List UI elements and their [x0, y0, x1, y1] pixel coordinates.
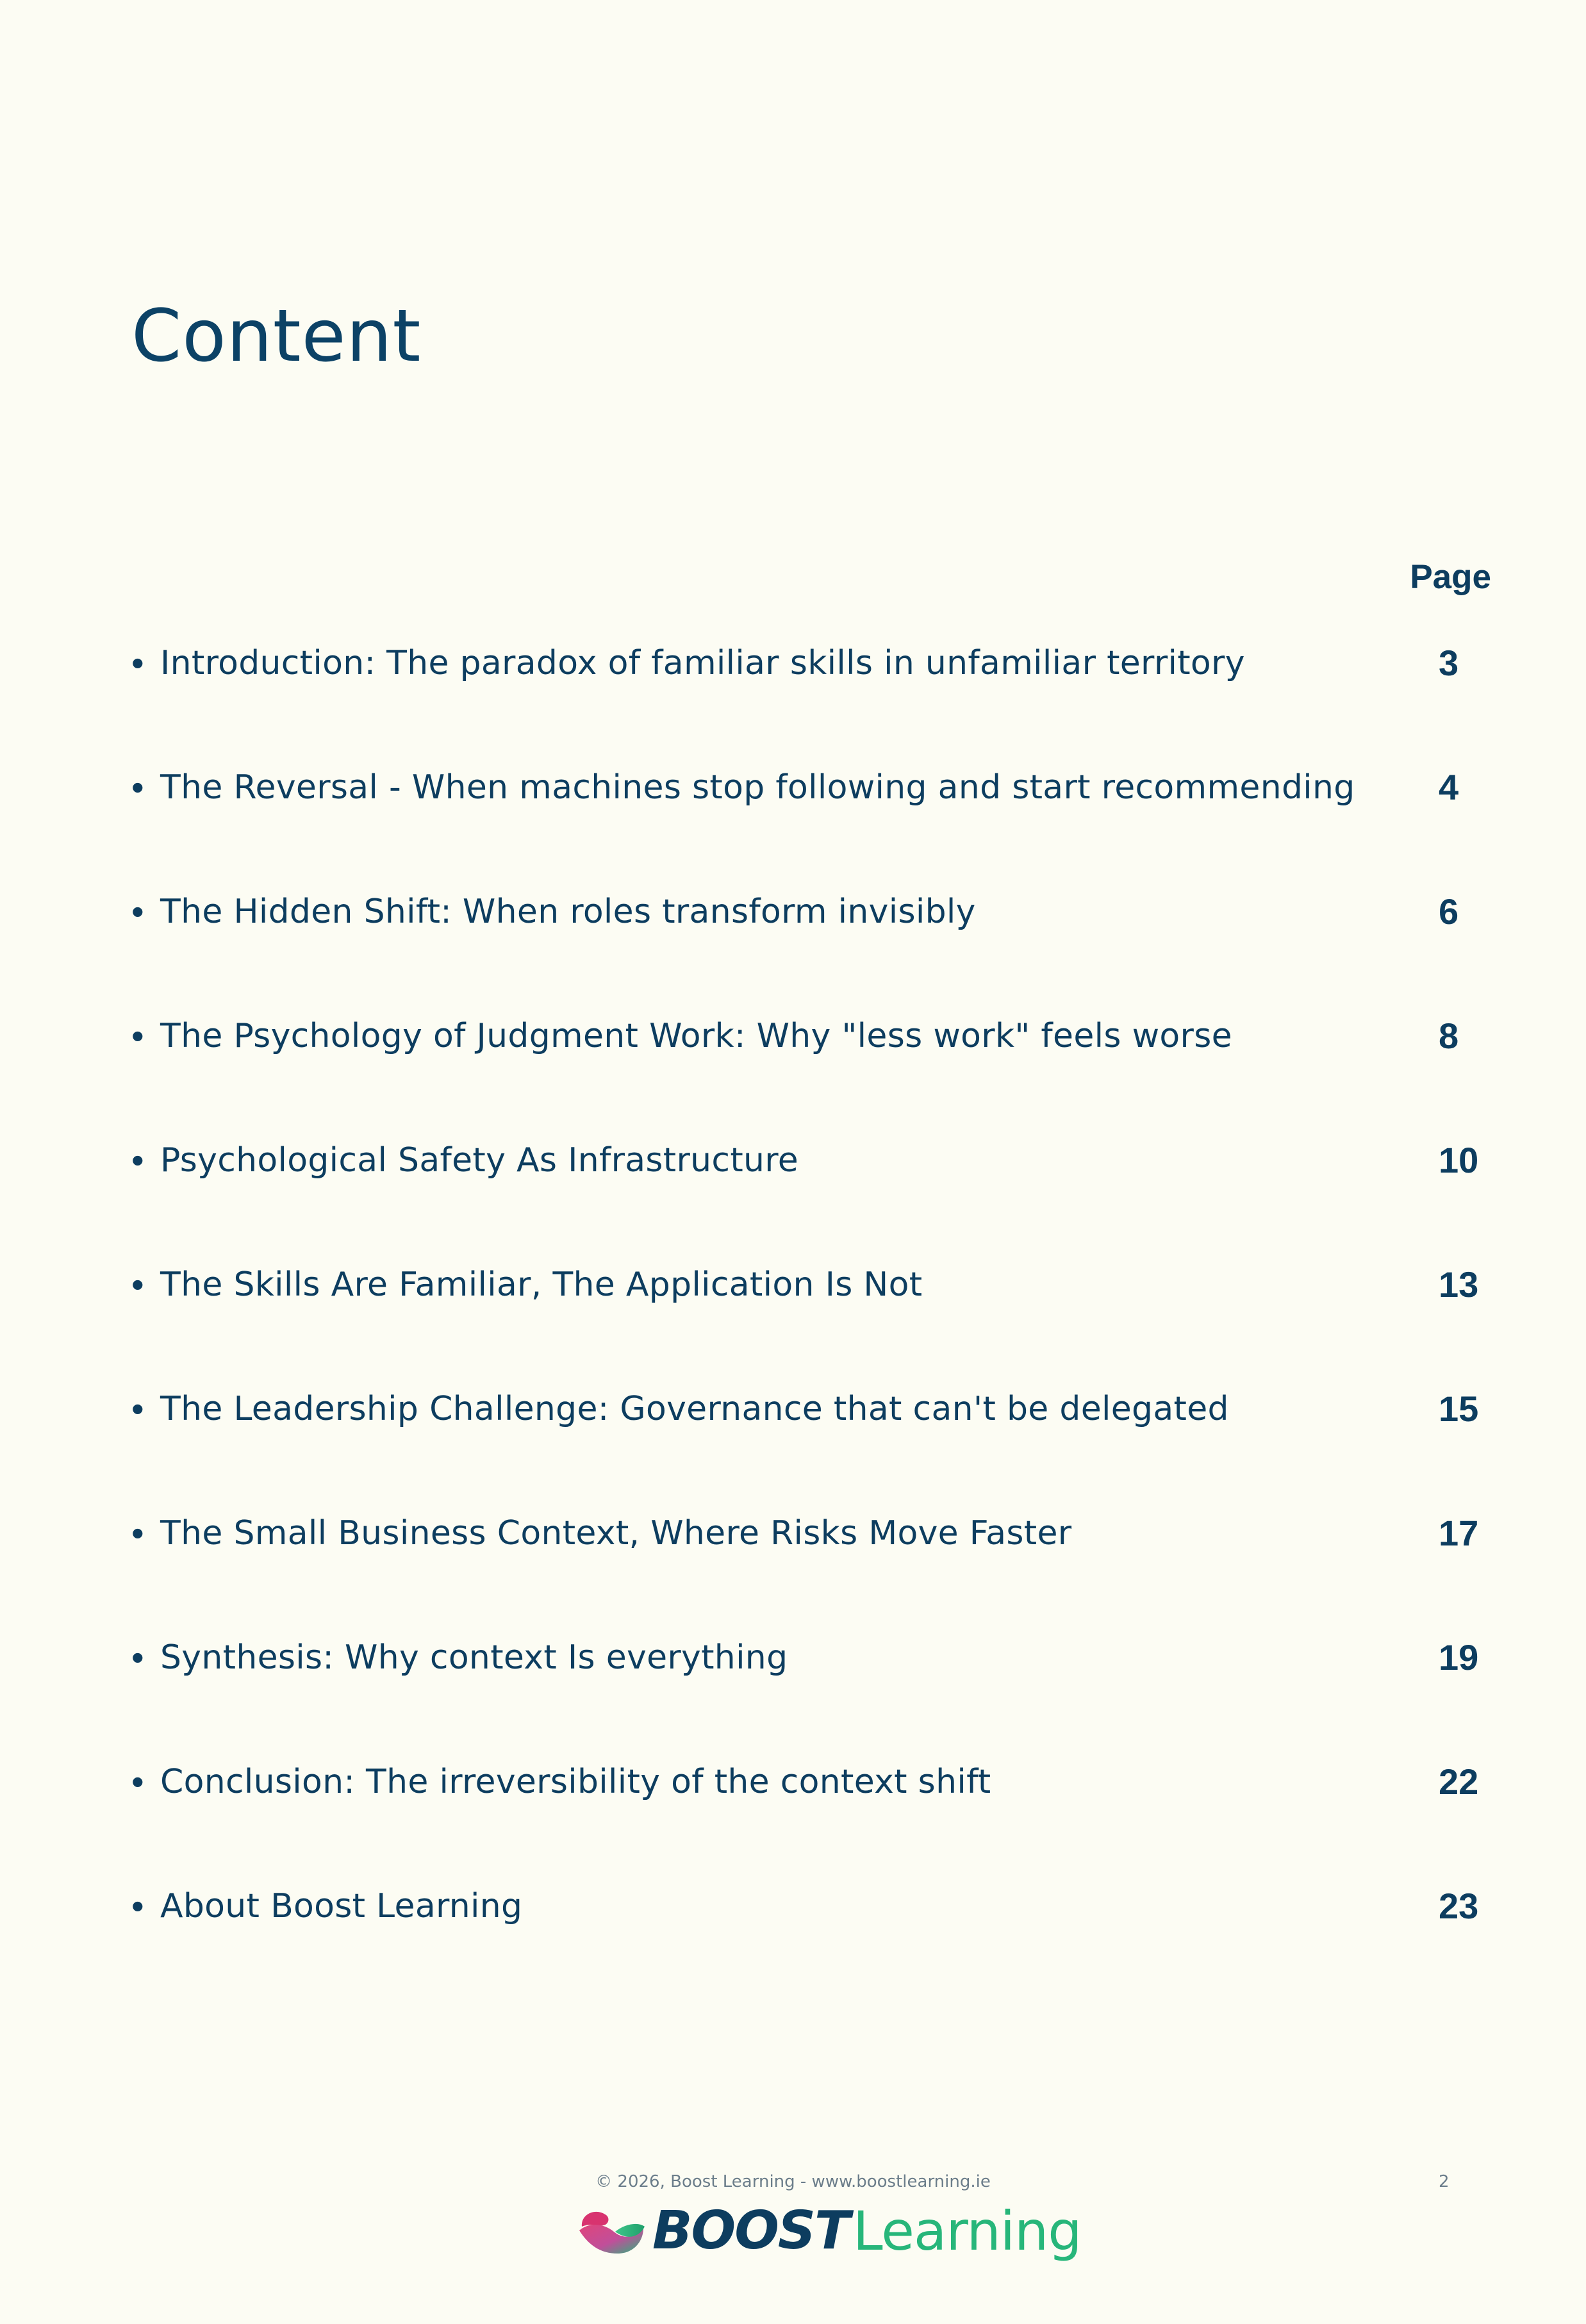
bullet-icon: • — [131, 1886, 144, 1926]
bullet-icon: • — [131, 1264, 144, 1305]
toc-entry-page: 23 — [1439, 1886, 1479, 1926]
toc-entry-page: 4 — [1439, 767, 1459, 807]
toc-entry-title: Introduction: The paradox of familiar skills in unfamiliar territory — [160, 644, 1245, 682]
bullet-icon: • — [131, 891, 144, 932]
footer-copyright: © 2026, Boost Learning - www.boostlearning.ie — [595, 2172, 991, 2191]
footer-page-number: 2 — [1439, 2172, 1450, 2191]
toc-entry-title: About Boost Learning — [160, 1887, 523, 1925]
toc-entry-page: 3 — [1439, 643, 1459, 683]
toc-entry-reversal[interactable] — [131, 765, 1496, 889]
toc-entry-psychological-safety[interactable] — [131, 1138, 1496, 1262]
toc-entry-title: Conclusion: The irreversibility of the context shift — [160, 1763, 991, 1801]
boost-learning-logo — [577, 2199, 1082, 2263]
page-column-header: Page — [1410, 558, 1491, 596]
toc-entry-page: 22 — [1439, 1761, 1479, 1802]
bullet-icon: • — [131, 1637, 144, 1677]
toc-entry-title: The Hidden Shift: When roles transform invisibly — [160, 893, 976, 931]
toc-entry-page: 6 — [1439, 891, 1459, 932]
page-title: Content — [131, 295, 422, 378]
toc-entry-page: 8 — [1439, 1016, 1459, 1056]
toc-entry-title: The Leadership Challenge: Governance that can't be delegated — [160, 1390, 1229, 1428]
toc-entry-introduction[interactable] — [131, 641, 1496, 765]
toc-entry-page: 15 — [1439, 1389, 1479, 1429]
toc-entry-title: Synthesis: Why context Is everything — [160, 1638, 788, 1677]
toc-entry-small-business[interactable] — [131, 1511, 1496, 1635]
toc-entry-hidden-shift[interactable] — [131, 889, 1496, 1014]
toc-entry-page: 13 — [1439, 1264, 1479, 1305]
toc-entry-skills-familiar[interactable] — [131, 1262, 1496, 1387]
toc-entry-title: The Skills Are Familiar, The Application Is Not — [160, 1265, 923, 1304]
boost-swirl-logo-icon — [577, 2202, 647, 2260]
toc-entry-page: 19 — [1439, 1637, 1479, 1677]
bullet-icon: • — [131, 1389, 144, 1429]
bullet-icon: • — [131, 643, 144, 683]
logo-word-learning: Learning — [852, 2200, 1082, 2262]
toc-entry-title: Psychological Safety As Infrastructure — [160, 1141, 799, 1180]
toc-entry-page: 10 — [1439, 1140, 1479, 1180]
logo-word-boost: BOOST — [652, 2200, 849, 2261]
table-of-contents — [131, 641, 1496, 2008]
toc-entry-about[interactable] — [131, 1884, 1496, 2008]
toc-entry-conclusion[interactable] — [131, 1759, 1496, 1884]
toc-entry-leadership-challenge[interactable] — [131, 1387, 1496, 1511]
toc-entry-psychology-judgment[interactable] — [131, 1014, 1496, 1138]
bullet-icon: • — [131, 1016, 144, 1056]
bullet-icon: • — [131, 767, 144, 807]
toc-entry-synthesis[interactable] — [131, 1635, 1496, 1759]
bullet-icon: • — [131, 1140, 144, 1180]
bullet-icon: • — [131, 1513, 144, 1553]
bullet-icon: • — [131, 1761, 144, 1802]
toc-entry-title: The Reversal - When machines stop following and start recommending — [160, 768, 1355, 807]
toc-entry-title: The Small Business Context, Where Risks Move Faster — [160, 1514, 1072, 1553]
toc-entry-title: The Psychology of Judgment Work: Why "less work" feels worse — [160, 1017, 1232, 1055]
toc-entry-page: 17 — [1439, 1513, 1479, 1553]
